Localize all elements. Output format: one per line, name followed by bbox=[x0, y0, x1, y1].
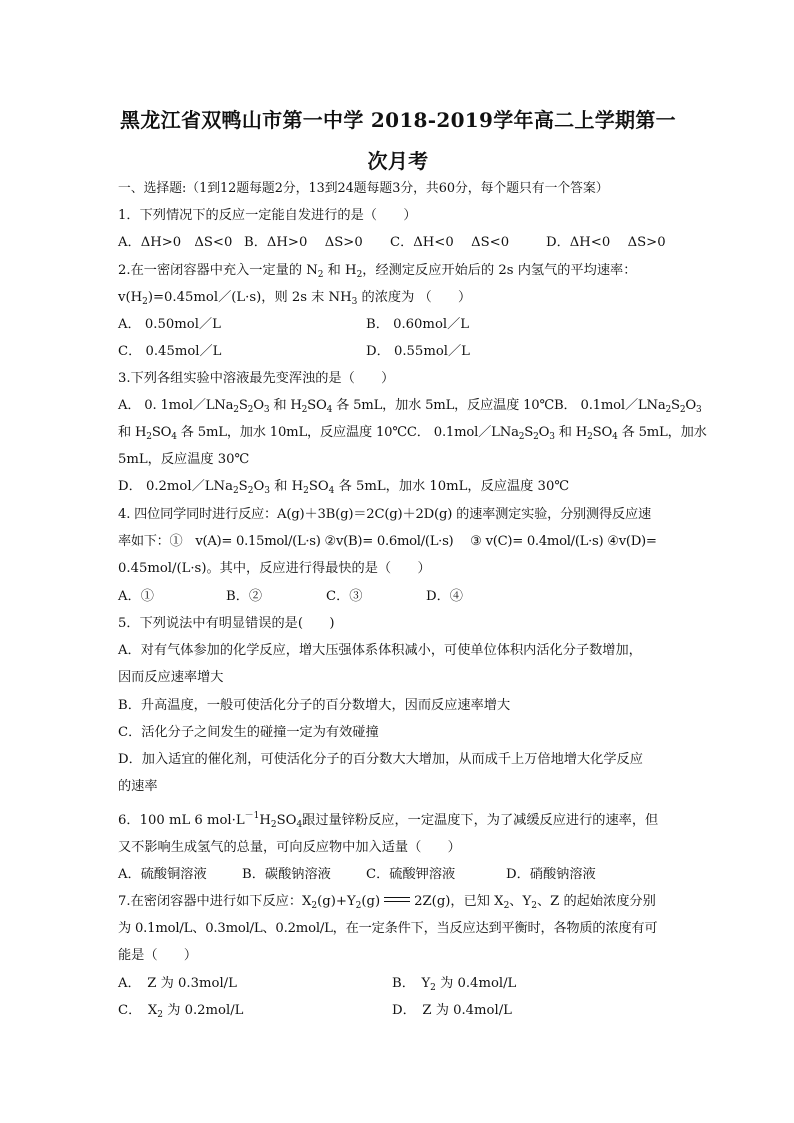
q3-text: O bbox=[253, 479, 265, 494]
q3-sub: 2 bbox=[533, 432, 539, 442]
q3-line3: 5mL，反应温度 30℃ bbox=[118, 452, 250, 467]
q2-text: 2.在一密闭容器中充入一定量的 N bbox=[118, 263, 318, 278]
q7-sub: 2 bbox=[503, 901, 510, 911]
q3-text: O bbox=[538, 425, 550, 440]
q3-sub: 2 bbox=[587, 432, 593, 442]
q7-text: (g)+Y bbox=[317, 894, 356, 909]
q3-sub: 3 bbox=[264, 486, 270, 496]
q7-line2: 为 0.1mol/L、0.3mol/L、0.2mol/L，在一定条件下，当反应达到平衡时，各物质的浓度有可 bbox=[118, 921, 658, 936]
q3-text: 各 5mL，加水 10mL，反应温度 10℃C． 0.1mol／LNa bbox=[176, 425, 519, 440]
page-title-line1: 黑龙江省双鸭山市第一中学 2018-2019学年高二上学期第一 bbox=[120, 108, 676, 132]
q7-option-c bbox=[118, 1002, 243, 1020]
q1-option-a: A．ΔH>0 ΔS<0 bbox=[118, 235, 233, 250]
q7-text: B． Y bbox=[392, 976, 431, 991]
q7-option-b bbox=[392, 975, 516, 993]
q3-line2 bbox=[118, 424, 707, 442]
q7-text: 、Z 的起始浓度分别 bbox=[536, 894, 656, 909]
q3-text: SO bbox=[592, 425, 613, 440]
q7-text: 2Z(g)，已知 X bbox=[414, 894, 504, 909]
q2-option-a: A． 0.50mol／L bbox=[118, 317, 221, 332]
q4-option-d: D．④ bbox=[426, 589, 463, 604]
q4-option-a: A．① bbox=[118, 589, 154, 604]
q3-text: A． 0. 1mol／LNa bbox=[118, 398, 234, 413]
page-title-line2: 次月考 bbox=[367, 149, 429, 173]
q3-text: S bbox=[238, 398, 248, 413]
q3-text: 和 H bbox=[270, 479, 304, 494]
q2-text: v(H bbox=[118, 290, 143, 305]
section-heading: 一、选择题:（1到12题每题2分，13到24题每题3分，共60分，每个题只有一个答案） bbox=[118, 181, 609, 196]
q2-option-b: B． 0.60mol／L bbox=[366, 317, 470, 332]
q2-sub: 2 bbox=[317, 270, 324, 280]
q7-text: C． X bbox=[118, 1003, 158, 1018]
q6-text: H bbox=[259, 813, 271, 828]
q3-sub: 2 bbox=[679, 405, 686, 415]
q6-sub: 2 bbox=[270, 820, 277, 830]
q5-option-d-line2: 的速率 bbox=[118, 779, 158, 794]
q5-option-c: C．活化分子之间发生的碰撞一定为有效碰撞 bbox=[118, 725, 379, 740]
q4-line2: 率如下：① v(A)= 0.15mol/(L·s) ②v(B)= 0.6mol/(L·s) ③ v(C)= 0.4mol/(L·s) ④v(D)= bbox=[118, 534, 657, 549]
q3-text: 和 H bbox=[554, 425, 588, 440]
q7-text: 7.在密闭容器中进行如下反应：X bbox=[118, 894, 312, 909]
q7-text: 为 0.2mol/L bbox=[163, 1003, 244, 1018]
q7-sub: 2 bbox=[355, 901, 362, 911]
q6-sub: 4 bbox=[296, 820, 303, 830]
q3-line1 bbox=[118, 397, 702, 415]
q3-text: SO bbox=[308, 479, 329, 494]
q3-text: 和 H bbox=[118, 425, 147, 440]
q7-line3: 能是（ ） bbox=[118, 948, 198, 963]
q6-line2: 又不影响生成氢气的总量，可向反应物中加入适量（ ） bbox=[118, 840, 461, 855]
q6-text: 6．100 mL 6 mol·L bbox=[118, 813, 245, 828]
q3-sub: 2 bbox=[146, 432, 152, 442]
q1-option-d: D．ΔH<0 ΔS>0 bbox=[546, 235, 666, 250]
q3-text: D． 0.2mol／LNa bbox=[118, 479, 233, 494]
q7-sub: 2 bbox=[157, 1010, 163, 1020]
q7-sub: 2 bbox=[311, 901, 318, 911]
q4-line1: 4. 四位同学同时进行反应：A(g)＋3B(g)＝2C(g)＋2D(g) 的速率测定实验，分别测得反应速 bbox=[118, 507, 651, 522]
q3-sub: 2 bbox=[518, 432, 525, 442]
q3-sub: 4 bbox=[612, 432, 618, 442]
q2-text: ，经测定反应开始后的 2s 内氢气的平均速率： bbox=[362, 263, 637, 278]
q2-text: )=0.45mol／(L·s)，则 2s 末 NH bbox=[147, 290, 352, 305]
q6-text: SO bbox=[276, 813, 297, 828]
q2-option-c: C． 0.45mol／L bbox=[118, 344, 222, 359]
q2-text: 的浓度为 （ ） bbox=[357, 290, 472, 305]
q7-text: 、Y bbox=[509, 894, 532, 909]
q3-sub: 3 bbox=[696, 405, 702, 415]
q3-sub: 2 bbox=[232, 486, 239, 496]
q7-text: (g) bbox=[361, 894, 381, 909]
q2-sub: 2 bbox=[142, 297, 148, 307]
q3-sub: 2 bbox=[665, 405, 672, 415]
q7-line1 bbox=[118, 893, 656, 911]
q6-line1 bbox=[118, 812, 658, 830]
q2-option-d: D． 0.55mol／L bbox=[366, 344, 470, 359]
q3-line4 bbox=[118, 478, 569, 496]
q2-stem-line2 bbox=[118, 289, 471, 307]
q3-text: O bbox=[685, 398, 697, 413]
q3-text: O bbox=[253, 398, 264, 413]
q3-text: 各 5mL，加水 10mL，反应温度 30℃ bbox=[334, 479, 570, 494]
q3-sub: 3 bbox=[263, 405, 270, 415]
q6-sup: －1 bbox=[244, 811, 260, 821]
q6-option-d: D．硝酸钠溶液 bbox=[506, 867, 596, 882]
equilibrium-arrow-icon bbox=[384, 896, 410, 904]
q6-option-b: B．碳酸钠溶液 bbox=[242, 867, 331, 882]
q3-text: S bbox=[671, 398, 680, 413]
q4-option-c: C．③ bbox=[326, 589, 363, 604]
q6-text: 跟过量锌粉反应，一定温度下，为了减缓反应进行的速率，但 bbox=[302, 813, 659, 828]
q3-text: 各 5mL，加水 bbox=[617, 425, 707, 440]
q5-option-a-line1: A．对有气体参加的化学反应，增大压强体系体积减小，可使单位体积内活化分子数增加， bbox=[118, 643, 642, 658]
q6-option-c: C．硫酸钾溶液 bbox=[366, 867, 456, 882]
q7-option-a: A． Z 为 0.3mol/L bbox=[118, 976, 237, 991]
q7-sub: 2 bbox=[430, 983, 436, 993]
q3-sub: 2 bbox=[233, 405, 239, 415]
q3-sub: 2 bbox=[247, 405, 254, 415]
q1-option-b: B．ΔH>0 ΔS>0 bbox=[244, 235, 363, 250]
q4-option-b: B．② bbox=[226, 589, 263, 604]
q7-option-d: D． Z 为 0.4mol/L bbox=[392, 1003, 512, 1018]
q5-option-b: B．升高温度，一般可使活化分子的百分数增大，因而反应速率增大 bbox=[118, 698, 511, 713]
q1-option-c: C．ΔH<0 ΔS<0 bbox=[390, 235, 510, 250]
q2-sub: 2 bbox=[356, 270, 363, 280]
q3-stem: 3.下列各组实验中溶液最先变浑浊的是（ ） bbox=[118, 371, 395, 386]
q3-text: 和 H bbox=[269, 398, 302, 413]
q2-stem-line1 bbox=[118, 262, 636, 280]
q5-stem: 5．下列说法中有明显错误的是( ) bbox=[118, 616, 335, 631]
q6-option-a: A．硫酸铜溶液 bbox=[118, 867, 207, 882]
q3-sub: 4 bbox=[328, 486, 335, 496]
q3-sub: 2 bbox=[301, 405, 308, 415]
q3-text: SO bbox=[307, 398, 327, 413]
q3-sub: 4 bbox=[171, 432, 177, 442]
q3-text: S bbox=[238, 479, 248, 494]
q3-text: 各 5mL，加水 5mL，反应温度 10℃B． 0.1mol／LNa bbox=[332, 398, 666, 413]
q2-text: 和 H bbox=[323, 263, 357, 278]
q7-text: 为 0.4mol/L bbox=[435, 976, 517, 991]
q1-stem: 1．下列情况下的反应一定能自发进行的是（ ） bbox=[118, 208, 417, 223]
q5-option-d-line1: D．加入适宜的催化剂，可使活化分子的百分数大大增加，从而成千上万倍地增大化学反应 bbox=[118, 752, 643, 767]
q7-sub: 2 bbox=[531, 901, 537, 911]
q3-sub: 2 bbox=[247, 486, 254, 496]
q3-text: SO bbox=[151, 425, 172, 440]
q3-sub: 3 bbox=[549, 432, 555, 442]
q2-sub: 3 bbox=[351, 297, 358, 307]
q4-line3: 0.45mol/(L·s)。其中，反应进行得最快的是（ ） bbox=[118, 561, 431, 576]
q3-sub: 4 bbox=[326, 405, 333, 415]
q3-text: S bbox=[524, 425, 534, 440]
q5-option-a-line2: 因而反应速率增大 bbox=[118, 670, 224, 685]
q3-sub: 2 bbox=[303, 486, 309, 496]
